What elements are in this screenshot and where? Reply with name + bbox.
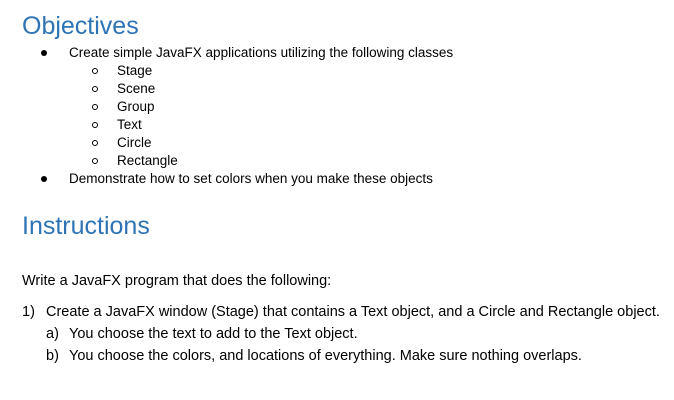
class-name: Rectangle: [117, 153, 178, 168]
item-text: Create a JavaFX window (Stage) that contains a Text object, and a Circle and Rectangle object.: [46, 304, 660, 320]
class-name: Stage: [117, 63, 153, 78]
bullet-dot-icon: [41, 50, 47, 56]
hollow-circle-bullet-icon: [92, 104, 98, 110]
instructions-heading: Instructions: [22, 212, 150, 240]
bullet-dot-icon: [41, 176, 47, 182]
hollow-circle-bullet-icon: [92, 158, 98, 164]
subitem-text: You choose the text to add to the Text object.: [69, 326, 358, 342]
item-number: 1): [22, 304, 35, 320]
subitem-letter: a): [46, 326, 59, 342]
class-name: Circle: [117, 135, 152, 150]
instructions-intro: Write a JavaFX program that does the following:: [22, 273, 332, 289]
objectives-heading: Objectives: [22, 12, 139, 40]
subitem-text: You choose the colors, and locations of everything. Make sure nothing overlaps.: [69, 348, 582, 364]
hollow-circle-bullet-icon: [92, 140, 98, 146]
class-name: Text: [117, 117, 142, 132]
class-name: Scene: [117, 81, 156, 96]
class-name: Group: [117, 99, 155, 114]
hollow-circle-bullet-icon: [92, 68, 98, 74]
hollow-circle-bullet-icon: [92, 122, 98, 128]
subitem-letter: b): [46, 348, 59, 364]
objective-text: Create simple JavaFX applications utilizing the following classes: [69, 45, 454, 60]
objective-text: Demonstrate how to set colors when you make these objects: [69, 171, 433, 186]
hollow-circle-bullet-icon: [92, 86, 98, 92]
